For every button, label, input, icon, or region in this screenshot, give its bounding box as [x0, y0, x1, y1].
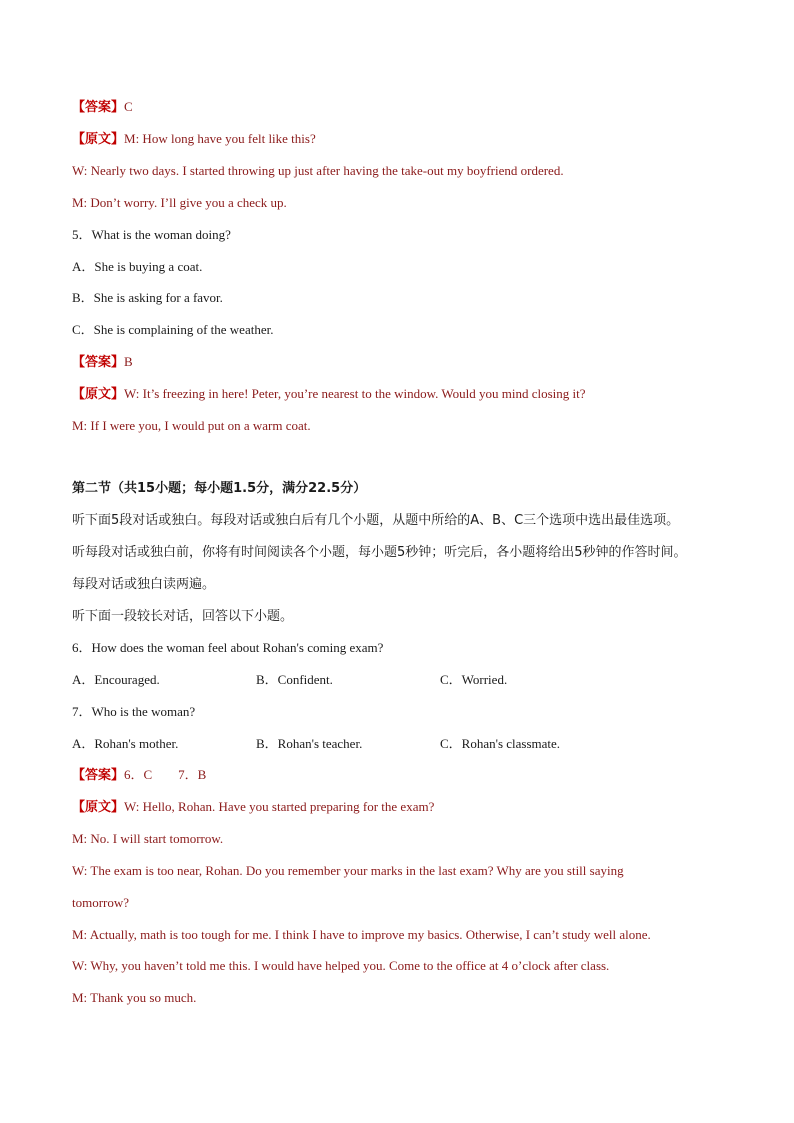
option-a: A．Encouraged. [72, 672, 160, 687]
transcript-text: W: Hello, Rohan. Have you started preparing for the exam? [124, 799, 435, 814]
transcript-line: M: Actually, math is too tough for me. I think I have to improve my basics. Otherwise, I can’t study well alone. [72, 927, 651, 942]
question-6: 6．How does the woman feel about Rohan's coming exam? [72, 640, 384, 655]
option-b: B．Rohan's teacher. [256, 736, 363, 751]
answer-value: C [124, 99, 133, 114]
original-tag: 【原文】 [72, 132, 125, 147]
transcript-line [72, 385, 586, 404]
answer-tag: 【答案】 [72, 100, 125, 115]
question-5: 5．What is the woman doing? [72, 227, 231, 242]
option-b: B．She is asking for a favor. [72, 290, 223, 305]
answer-tag: 【答案】 [72, 768, 125, 783]
answer-line [72, 353, 133, 372]
answer-line [72, 98, 133, 117]
instruction-line: 听下面5段对话或独白。每段对话或独白后有几个小题，从题中所给的A、B、C三个选项中选出最佳选项。 [72, 513, 680, 528]
transcript-line: M: Don’t worry. I’ll give you a check up. [72, 195, 287, 210]
instruction-line: 听下面一段较长对话，回答以下小题。 [72, 609, 294, 624]
original-tag: 【原文】 [72, 800, 125, 815]
option-b: B．Confident. [256, 672, 333, 687]
answer-value: 6．C 7．B [124, 767, 207, 782]
instruction-line: 每段对话或独白读两遍。 [72, 577, 216, 592]
transcript-line: tomorrow? [72, 895, 130, 910]
transcript-line: M: If I were you, I would put on a warm coat. [72, 418, 311, 433]
transcript-line [72, 130, 316, 149]
original-tag: 【原文】 [72, 387, 125, 402]
option-c: C．She is complaining of the weather. [72, 322, 274, 337]
transcript-line: W: Nearly two days. I started throwing up just after having the take-out my boyfriend ordered. [72, 163, 564, 178]
transcript-line: M: Thank you so much. [72, 990, 197, 1005]
transcript-line: W: The exam is too near, Rohan. Do you remember your marks in the last exam? Why are you still saying [72, 863, 624, 878]
transcript-text: W: It’s freezing in here! Peter, you’re nearest to the window. Would you mind closing it? [124, 386, 586, 401]
transcript-text: M: How long have you felt like this? [124, 131, 316, 146]
transcript-line: M: No. I will start tomorrow. [72, 831, 224, 846]
answer-tag: 【答案】 [72, 355, 125, 370]
option-a: A．She is buying a coat. [72, 259, 203, 274]
transcript-line: W: Why, you haven’t told me this. I would have helped you. Come to the office at 4 o’clock after class. [72, 958, 610, 973]
question-7: 7．Who is the woman? [72, 704, 196, 719]
answer-line [72, 766, 206, 785]
instruction-line: 听每段对话或独白前，你将有时间阅读各个小题，每小题5秒钟；听完后，各小题将给出5秒钟的作答时间。 [72, 545, 687, 560]
transcript-line [72, 798, 434, 817]
option-c: C．Rohan's classmate. [440, 736, 561, 751]
option-a: A．Rohan's mother. [72, 736, 179, 751]
answer-value: B [124, 354, 133, 369]
section-heading: 第二节（共15小题；每小题1.5分，满分22.5分） [72, 481, 367, 496]
option-c: C．Worried. [440, 672, 508, 687]
